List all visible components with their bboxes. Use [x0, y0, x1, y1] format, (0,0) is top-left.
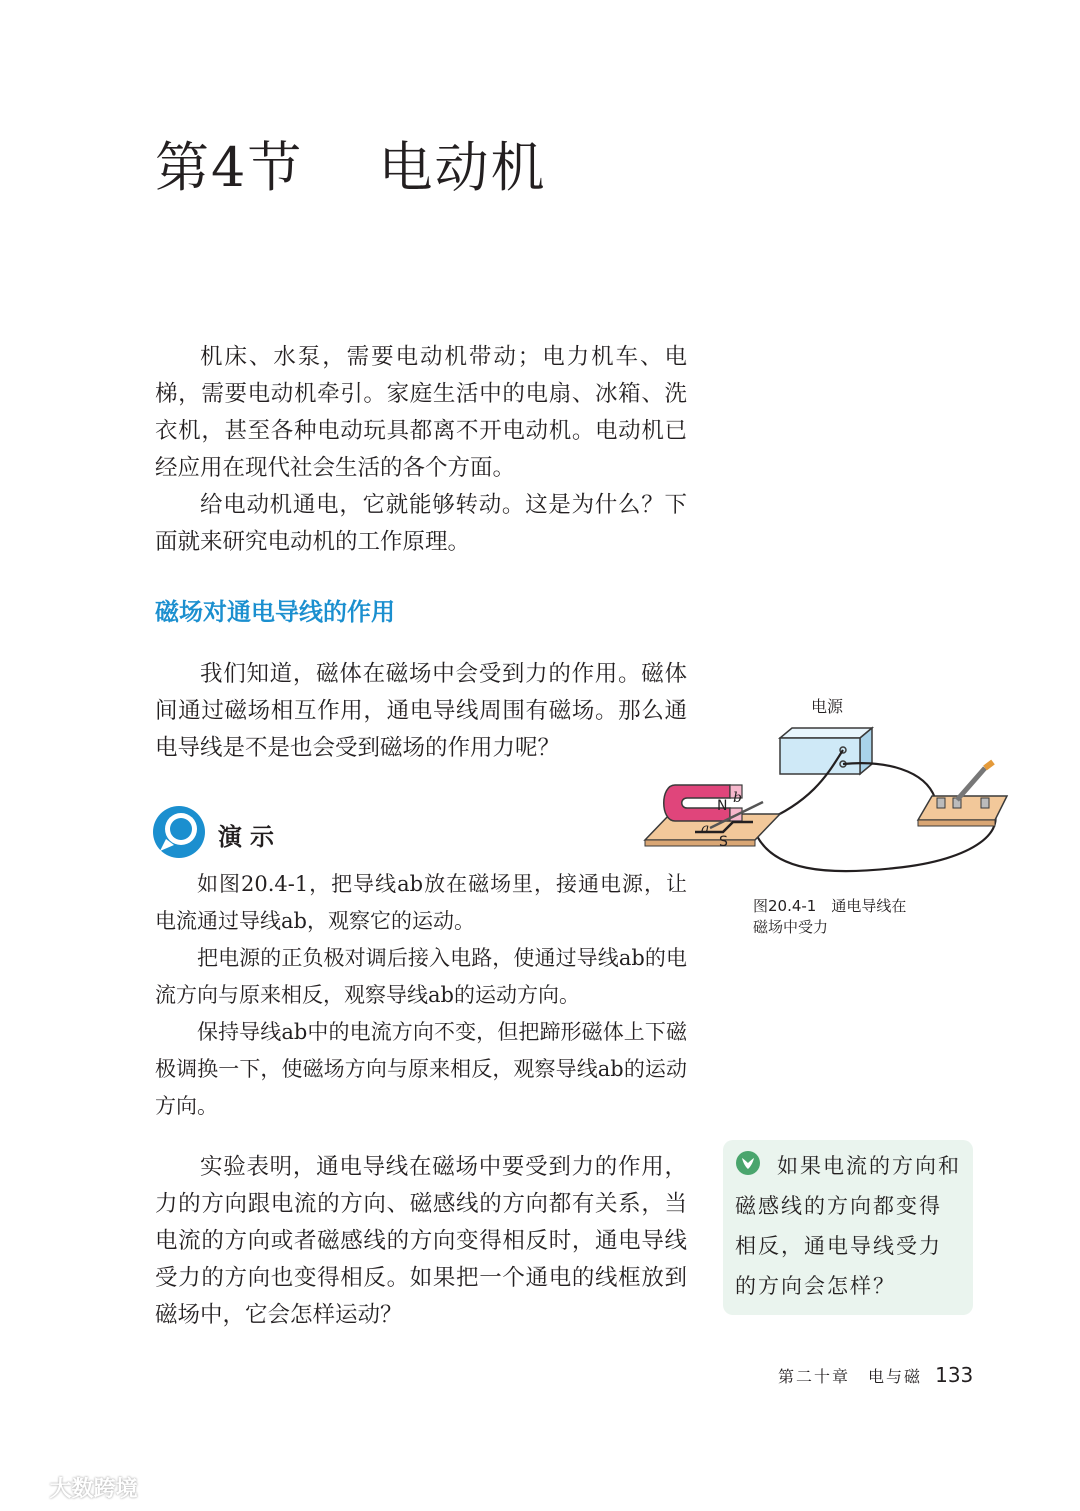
horseshoe-magnet [664, 785, 742, 821]
demo-header [152, 805, 352, 859]
subsection-intro [155, 656, 687, 767]
sidenote-text: 如果电流的方向和磁感线的方向都变得相反，通电导线受力的方向会怎样？ [735, 1154, 961, 1298]
north-pole-label: N [717, 798, 728, 814]
subsection-paragraph: 我们知道，磁体在磁场中会受到力的作用。磁体间通过磁场相互作用，通电导线周围有磁场。那么通电导线是不是也会受到磁场的作用力呢？ [155, 661, 687, 761]
demo-paragraph-3: 保持导线ab中的电流方向不变，但把蹄形磁体上下磁极调换一下，使磁场方向与原来相反，观察导线ab的运动方向。 [155, 1020, 687, 1118]
power-source-box [780, 728, 872, 774]
watermark-text: 大数跨境 [49, 1477, 138, 1502]
intro-text [155, 339, 687, 561]
demo-paragraph-1: 如图20.4-1，把导线ab放在磁场里，接通电源，让电流通过导线ab，观察它的运动。 [155, 872, 687, 933]
leaf-question-icon [735, 1150, 761, 1176]
wire-a-label: a [701, 821, 710, 837]
south-pole-label: S [719, 834, 728, 850]
watermark-logo-icon [12, 1479, 42, 1501]
subsection-heading: 磁场对通电导线的作用 [155, 598, 395, 626]
knife-switch [918, 762, 1007, 826]
demo-paragraph-2: 把电源的正负极对调后接入电路，使通过导线ab的电流方向与原来相反，观察导线ab的运动方向。 [155, 946, 687, 1007]
conclusion-text [155, 1149, 687, 1334]
section-title: 第4节 电动机 [155, 136, 547, 199]
page-footer [778, 1363, 973, 1387]
experiment-figure [635, 690, 1015, 890]
intro-paragraph-1: 机床、水泵，需要电动机带动；电力机车、电梯，需要电动机牵引。家庭生活中的电扇、冰箱、洗衣机，甚至各种电动玩具都离不开电动机。电动机已经应用在现代社会生活的各个方面。 [155, 344, 687, 481]
sidenote-box [723, 1140, 973, 1315]
demo-text [155, 866, 687, 1125]
footer-chapter: 第二十章 电与磁 [778, 1367, 923, 1386]
experiment-diagram [635, 690, 1015, 890]
intro-paragraph-2: 给电动机通电，它就能够转动。这是为什么？下面就来研究电动机的工作原理。 [155, 492, 687, 555]
wire-b-label: b [733, 790, 742, 806]
page-number: 133 [935, 1363, 974, 1387]
watermark [12, 1472, 138, 1502]
conclusion-paragraph: 实验表明，通电导线在磁场中要受到力的作用，力的方向跟电流的方向、磁感线的方向都有关系，当电流的方向或者磁感线的方向变得相反时，通电导线受力的方向也变得相反。如果把一个通电的线框放到磁场中，它会怎样运动？ [155, 1154, 687, 1328]
demo-speech-bubble-icon [152, 805, 206, 859]
demo-label: 演示 [218, 823, 282, 851]
figure-caption: 图20.4-1 通电导线在磁场中受力 [753, 897, 907, 936]
power-source-label: 电源 [811, 697, 844, 716]
